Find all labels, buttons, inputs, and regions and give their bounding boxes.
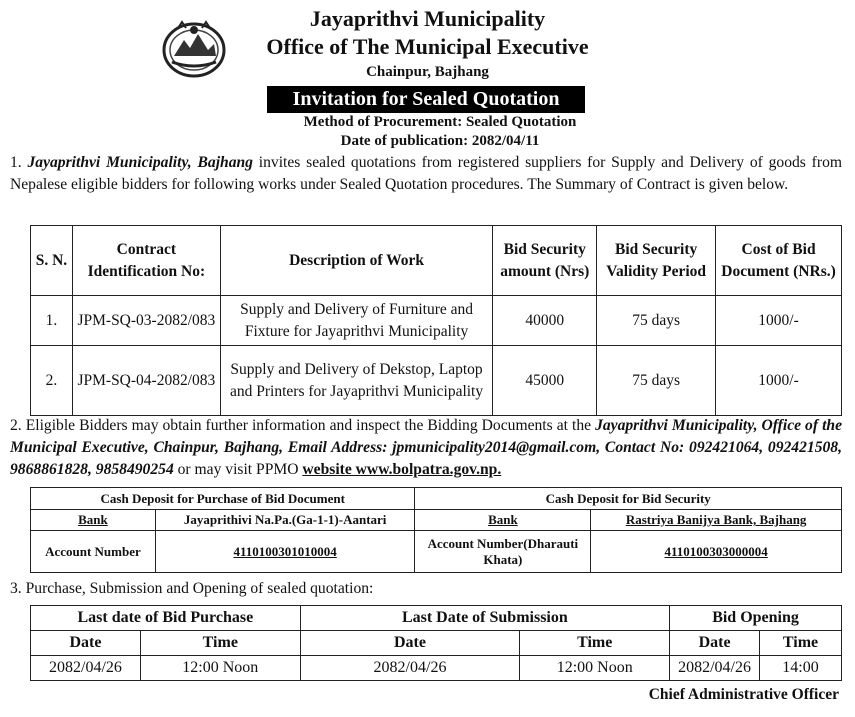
date-label: Date [31, 631, 141, 656]
row-contract-id: JPM-SQ-03-2082/083 [72, 296, 220, 346]
row-amount: 40000 [493, 296, 597, 346]
account-number-label: Account Number [31, 531, 156, 573]
row-cost: 1000/- [716, 296, 842, 346]
time-label: Time [520, 631, 670, 656]
row-validity: 75 days [597, 296, 716, 346]
bid-opening-header: Bid Opening [670, 606, 842, 631]
date-label: Date [300, 631, 520, 656]
paragraph-2 [10, 415, 842, 481]
header-bid-security: Bid Security amount (Nrs) [493, 226, 597, 296]
row-description: Supply and Delivery of Furniture and Fixture for Jayaprithvi Municipality [220, 296, 493, 346]
table-header-row [31, 226, 842, 296]
paragraph-1 [10, 152, 842, 196]
purchase-deadline-header: Last date of Bid Purchase [31, 606, 301, 631]
security-deposit-title: Cash Deposit for Bid Security [415, 488, 842, 510]
purchase-deposit-title: Cash Deposit for Purchase of Bid Document [31, 488, 415, 510]
para2-contact-info: Jayaprithvi Municipality, Office of the Municipal Executive, Chainpur, Bajhang, Email Address: jpmunicipality2014@gmail.com, Contact No: 092421064, 092421508, 9868861828, 9858490254 [10, 417, 842, 478]
bank-label-security: Bank [415, 510, 591, 531]
purchase-date: 2082/04/26 [31, 656, 141, 681]
contract-summary-table [30, 225, 842, 416]
para2-text-continued: or may visit PPMO [173, 461, 303, 478]
purchase-time: 12:00 Noon [140, 656, 300, 681]
row-amount: 45000 [493, 346, 597, 416]
security-account-number: 4110100303000004 [591, 531, 842, 573]
security-account-label: Account Number(Dharauti Khata) [415, 531, 591, 573]
row-description: Supply and Delivery of Dekstop, Laptop and Printers for Jayaprithvi Municipality [220, 346, 493, 416]
row-sn: 2. [31, 346, 73, 416]
purchase-account-number: 4110100301010004 [155, 531, 415, 573]
bank-deposit-table [30, 487, 842, 573]
bank-table-header [31, 488, 842, 510]
publication-date: Date of publication: 2082/04/11 [340, 133, 540, 149]
row-validity: 75 days [597, 346, 716, 416]
paragraph-3: 3. Purchase, Submission and Opening of sealed quotation: [10, 580, 374, 597]
row-sn: 1. [31, 296, 73, 346]
header-validity: Bid Security Validity Period [597, 226, 716, 296]
schedule-table [30, 605, 842, 681]
date-label: Date [670, 631, 760, 656]
account-row [31, 531, 842, 573]
organization-name: Jayaprithvi Municipality [309, 6, 546, 31]
para1-number: 1. [10, 154, 28, 171]
header-cost: Cost of Bid Document (NRs.) [716, 226, 842, 296]
opening-time: 14:00 [760, 656, 842, 681]
submission-deadline-header: Last Date of Submission [300, 606, 669, 631]
office-location: Chainpur, Bajhang [366, 64, 489, 80]
row-contract-id: JPM-SQ-04-2082/083 [72, 346, 220, 416]
procurement-method: Method of Procurement: Sealed Quotation [303, 114, 577, 130]
submission-date: 2082/04/26 [300, 656, 520, 681]
para1-organization: Jayaprithvi Municipality, Bajhang [27, 154, 253, 171]
header-contract-id: Contract Identification No: [72, 226, 220, 296]
para2-text: Eligible Bidders may obtain further information and inspect the Bidding Documents at the [25, 417, 596, 434]
website-link[interactable]: website www.bolpatra.gov.np. [302, 461, 502, 478]
schedule-values-row [31, 656, 842, 681]
office-name: Office of The Municipal Executive [266, 34, 589, 59]
submission-time: 12:00 Noon [520, 656, 670, 681]
row-cost: 1000/- [716, 346, 842, 416]
para2-number: 2. [10, 417, 26, 434]
signatory-title: Chief Administrative Officer [648, 686, 839, 703]
schedule-header-row [31, 606, 842, 631]
table-row [31, 346, 842, 416]
bank-row [31, 510, 842, 531]
opening-date: 2082/04/26 [670, 656, 760, 681]
time-label: Time [140, 631, 300, 656]
table-row [31, 296, 842, 346]
schedule-subheader-row [31, 631, 842, 656]
header-sn: S. N. [31, 226, 73, 296]
para1-text: invites sealed quotations from registered suppliers for Supply and Delivery of goods from Nepalese eligible bidders for following works under Sealed Quotation procedures. The Summary of Contract is given below. [10, 154, 842, 193]
notice-header [0, 0, 855, 152]
time-label: Time [760, 631, 842, 656]
security-bank-name: Rastriya Banijya Bank, Bajhang [591, 510, 842, 531]
bank-label: Bank [31, 510, 156, 531]
purchase-bank-name: Jayaprithivi Na.Pa.(Ga-1-1)-Aantari [155, 510, 415, 531]
header-description: Description of Work [220, 226, 493, 296]
notice-title-banner: Invitation for Sealed Quotation [267, 86, 585, 113]
